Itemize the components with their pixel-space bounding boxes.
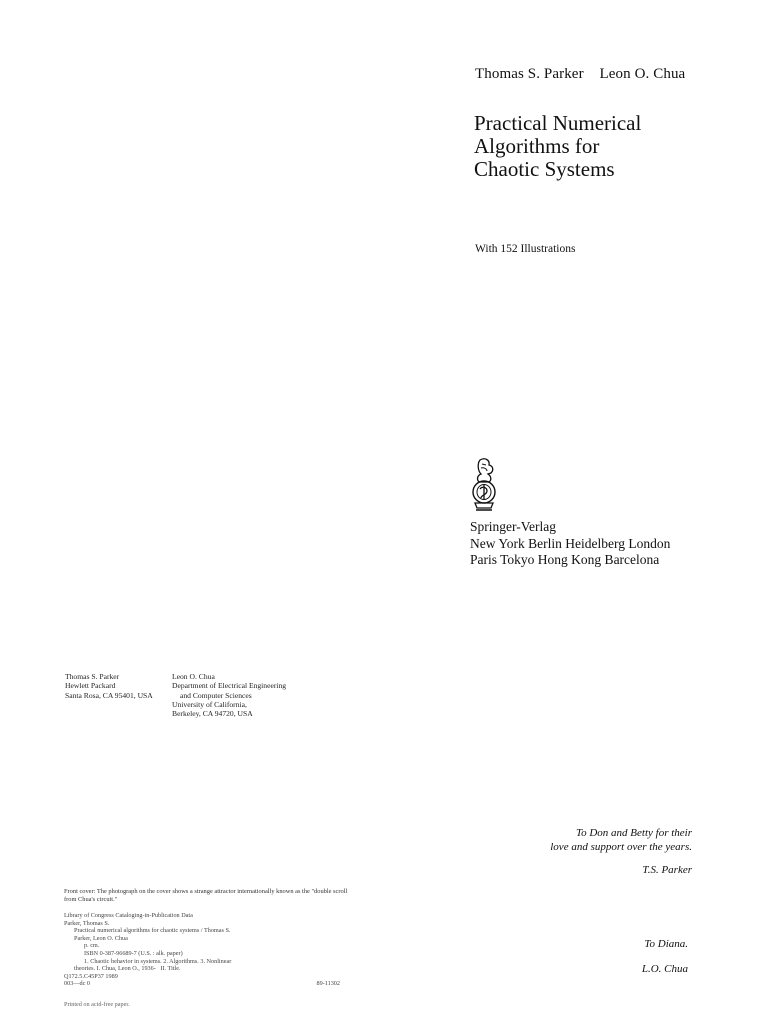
- cip-data: [64, 912, 354, 988]
- cip-line: Q172.5.C45P37 1989: [64, 972, 118, 980]
- address-line: Leon O. Chua: [172, 672, 215, 681]
- address-line: and Computer Sciences: [180, 690, 252, 700]
- cip-line-part: theories. I. Chua, Leon O., 1936-: [74, 965, 156, 973]
- cip-line-part: 003—dc 0: [64, 980, 90, 988]
- cip-line-part: 89-11302: [316, 980, 340, 988]
- cover-note: Front cover: The photograph on the cover shows a strange attractor internationally known as the "double scroll from Chua's circuit.": [64, 888, 348, 903]
- signature-chua: L.O. Chua: [641, 963, 688, 975]
- address-line: Thomas S. Parker: [65, 672, 120, 681]
- title-line-3: Chaotic Systems: [474, 157, 615, 181]
- paper-note: Printed on acid-free paper.: [64, 1001, 130, 1008]
- publisher-block: [470, 519, 670, 569]
- publisher-name: Springer-Verlag: [470, 519, 556, 534]
- cip-line: [64, 980, 354, 988]
- dedication-line: To Don and Betty for their: [575, 827, 692, 839]
- signature-parker: T.S. Parker: [642, 864, 692, 876]
- cip-line: p. cm.: [84, 942, 100, 950]
- title-line-1: Practical Numerical: [474, 111, 642, 135]
- address-chua: [172, 672, 286, 718]
- knight-chess-piece-icon: [466, 456, 502, 514]
- cip-line: 1. Chaotic behavior in systems. 2. Algorithms. 3. Nonlinear: [84, 957, 232, 965]
- address-line: Santa Rosa, CA 95401, USA: [65, 690, 153, 700]
- author-parker: Thomas S. Parker: [475, 66, 584, 82]
- author-chua: Leon O. Chua: [599, 66, 686, 82]
- address-line: Hewlett Packard: [65, 681, 116, 691]
- address-line: Department of Electrical Engineering: [172, 681, 287, 691]
- cip-line: Parker, Leon O. Chua: [74, 934, 128, 942]
- title-line-2: Algorithms for: [474, 134, 600, 158]
- address-line: University of California,: [172, 699, 247, 709]
- address-line: Berkeley, CA 94720, USA: [172, 709, 253, 719]
- cip-line: [64, 965, 354, 973]
- dedication-parker: [550, 827, 692, 854]
- book-title: [474, 112, 641, 181]
- publisher-cities-1: New York Berlin Heidelberg London: [470, 535, 671, 551]
- publisher-cities-2: Paris Tokyo Hong Kong Barcelona: [470, 552, 660, 567]
- cip-line: Library of Congress Cataloging-in-Publication Data: [64, 912, 193, 919]
- dedication-line: love and support over the years.: [550, 840, 692, 853]
- authors-line: [475, 66, 685, 83]
- cip-line: Parker, Thomas S.: [64, 919, 110, 927]
- cip-line-part: II. Title.: [160, 965, 181, 973]
- illustrations-count: With 152 Illustrations: [475, 243, 576, 255]
- dedication-chua: To Diana.: [644, 938, 688, 950]
- address-parker: [65, 672, 153, 700]
- cip-line: ISBN 0-387-96689-7 (U.S. : alk. paper): [84, 949, 183, 957]
- cip-line: Practical numerical algorithms for chaotic systems / Thomas S.: [74, 927, 231, 935]
